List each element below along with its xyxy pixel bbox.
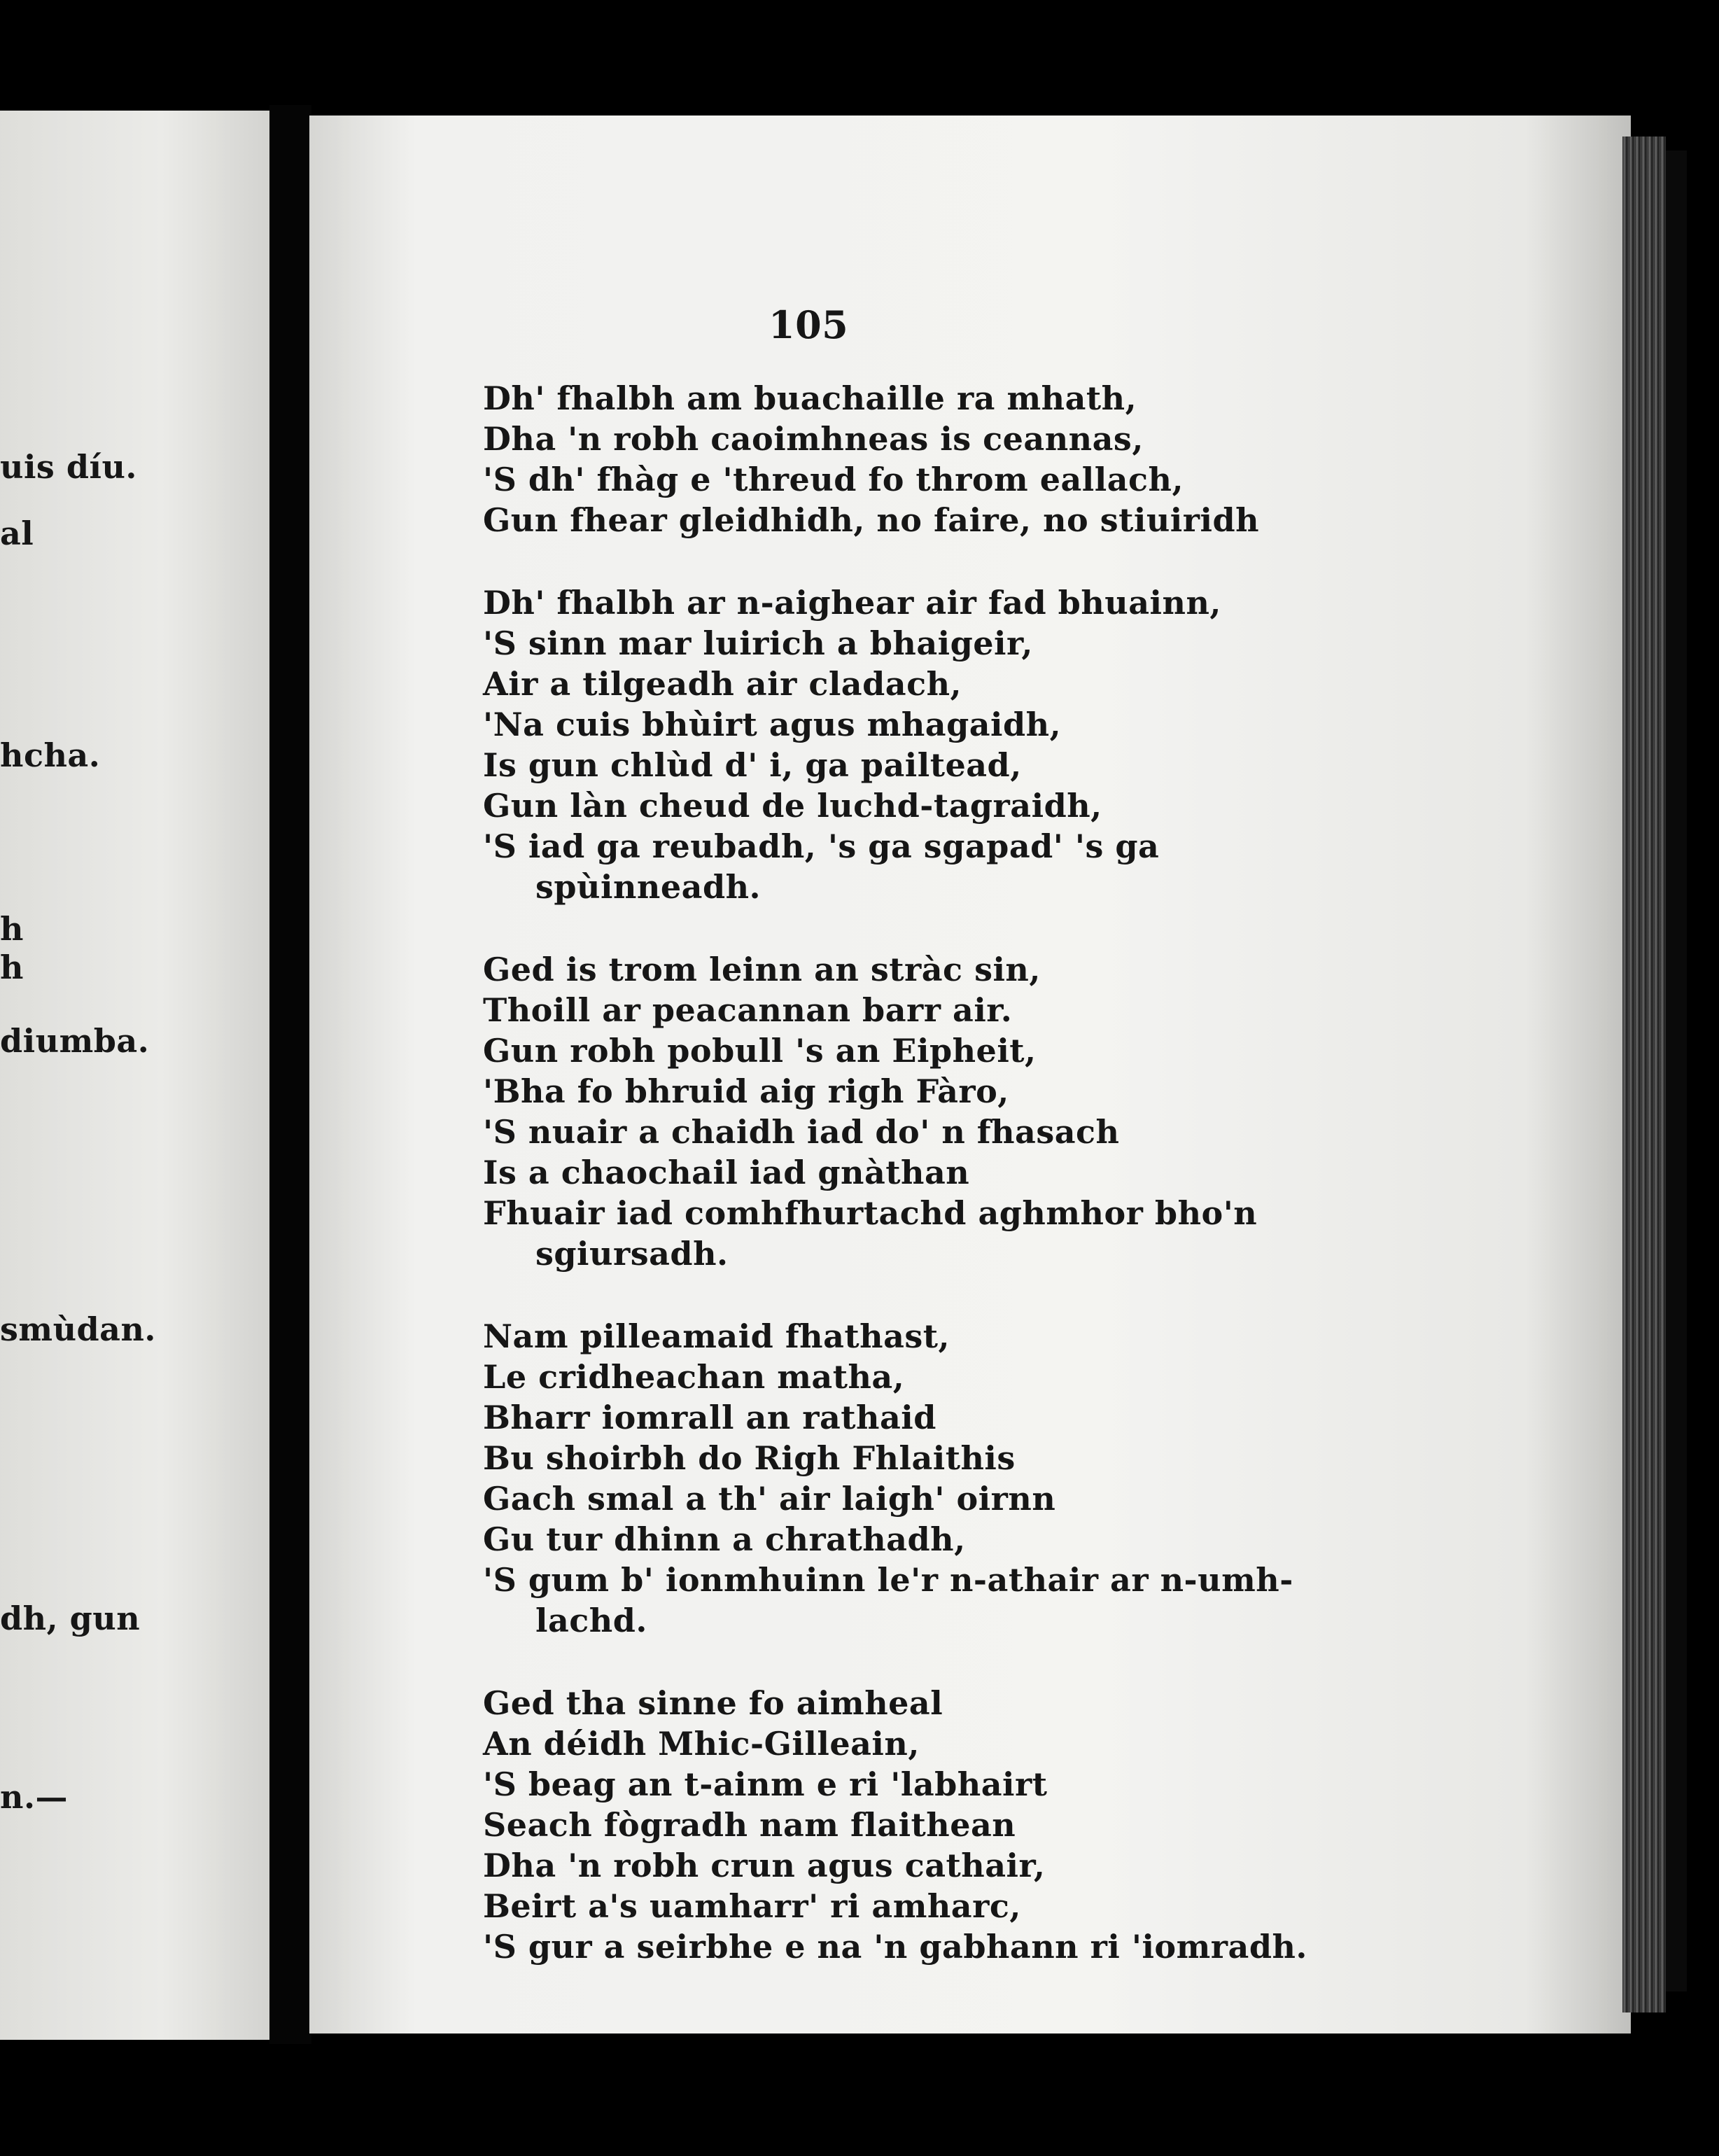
verse-line: Dh' fhalbh ar n-aighear air fad bhuainn,: [483, 584, 1221, 622]
left-page: [0, 111, 269, 2040]
book-gutter: [269, 105, 311, 2044]
verse-line: 'S iad ga reubadh, 's ga sgapad' 's ga: [483, 827, 1160, 865]
verse-line: 'Bha fo bhruid aig righ Fàro,: [483, 1072, 1009, 1110]
verse-line: 'S dh' fhàg e 'threud fo throm eallach,: [483, 461, 1184, 498]
left-fragment: hcha.: [0, 736, 101, 774]
verse-line: An déidh Mhic-Gilleain,: [483, 1725, 920, 1763]
verse-line: Ged tha sinne fo aimheal: [483, 1684, 943, 1722]
book-page-edges: [1622, 136, 1666, 2012]
verse-line: Air a tilgeadh air cladach,: [483, 665, 962, 703]
left-fragment: diumba.: [0, 1022, 150, 1060]
left-fragment: dh, gun: [0, 1600, 141, 1637]
verse-line: Is gun chlùd d' i, ga pailtead,: [483, 746, 1022, 784]
verse-line: Gu tur dhinn a chrathadh,: [483, 1520, 966, 1558]
verse-line: Beirt a's uamharr' ri amharc,: [483, 1887, 1021, 1925]
verse-line: 'Na cuis bhùirt agus mhagaidh,: [483, 706, 1062, 743]
verse-line: 'S sinn mar luirich a bhaigeir,: [483, 624, 1033, 662]
left-fragment: h: [0, 948, 24, 986]
verse-line: Dha 'n robh crun agus cathair,: [483, 1847, 1046, 1884]
verse-line: Bu shoirbh do Righ Fhlaithis: [483, 1439, 1016, 1477]
verse-line: 'S gur a seirbhe e na 'n gabhann ri 'iomradh.: [483, 1928, 1307, 1966]
poem: [483, 378, 1498, 2009]
left-fragment: uis díu.: [0, 448, 137, 486]
stanza-3: [483, 949, 1498, 1274]
verse-line: Gun robh pobull 's an Eipheit,: [483, 1032, 1037, 1070]
verse-line: Seach fògradh nam flaithean: [483, 1806, 1016, 1844]
verse-line: Fhuair iad comhfhurtachd aghmhor bho'n: [483, 1194, 1258, 1232]
stanza-1: [483, 378, 1498, 540]
verse-line: Nam pilleamaid fhathast,: [483, 1317, 950, 1355]
verse-line: Dh' fhalbh am buachaille ra mhath,: [483, 379, 1137, 417]
verse-line: Le cridheachan matha,: [483, 1358, 905, 1396]
verse-line: Gun làn cheud de luchd-tagraidh,: [483, 787, 1102, 825]
left-fragment: al: [0, 514, 34, 552]
left-fragment: h: [0, 910, 24, 948]
verse-line: Gun fhear gleidhidh, no faire, no stiuiridh: [483, 501, 1260, 539]
verse-line: 'S gum b' ionmhuinn le'r n-athair ar n-umh-: [483, 1561, 1293, 1599]
book-cover-edge: [1666, 150, 1687, 1991]
verse-line: 'S nuair a chaidh iad do' n fhasach: [483, 1113, 1120, 1151]
verse-line: Bharr iomrall an rathaid: [483, 1399, 936, 1436]
stanza-4: [483, 1316, 1498, 1641]
verse-line: Is a chaochail iad gnàthan: [483, 1154, 970, 1191]
verse-line: Thoill ar peacannan barr air.: [483, 991, 1013, 1029]
verse-line-continuation: sgiursadh.: [535, 1235, 729, 1273]
verse-line: Ged is trom leinn an stràc sin,: [483, 951, 1041, 988]
verse-line-continuation: spùinneadh.: [535, 868, 762, 906]
verse-line: 'S beag an t-ainm e ri 'labhairt: [483, 1765, 1048, 1803]
left-fragment: smùdan.: [0, 1310, 156, 1348]
page-number: 105: [769, 302, 849, 347]
verse-line: Gach smal a th' air laigh' oirnn: [483, 1480, 1056, 1518]
left-fragment: n.—: [0, 1778, 68, 1816]
stanza-5: [483, 1683, 1498, 1967]
verse-line-continuation: lachd.: [535, 1602, 647, 1639]
verse-line: Dha 'n robh caoimhneas is ceannas,: [483, 420, 1144, 458]
stanza-2: [483, 582, 1498, 907]
